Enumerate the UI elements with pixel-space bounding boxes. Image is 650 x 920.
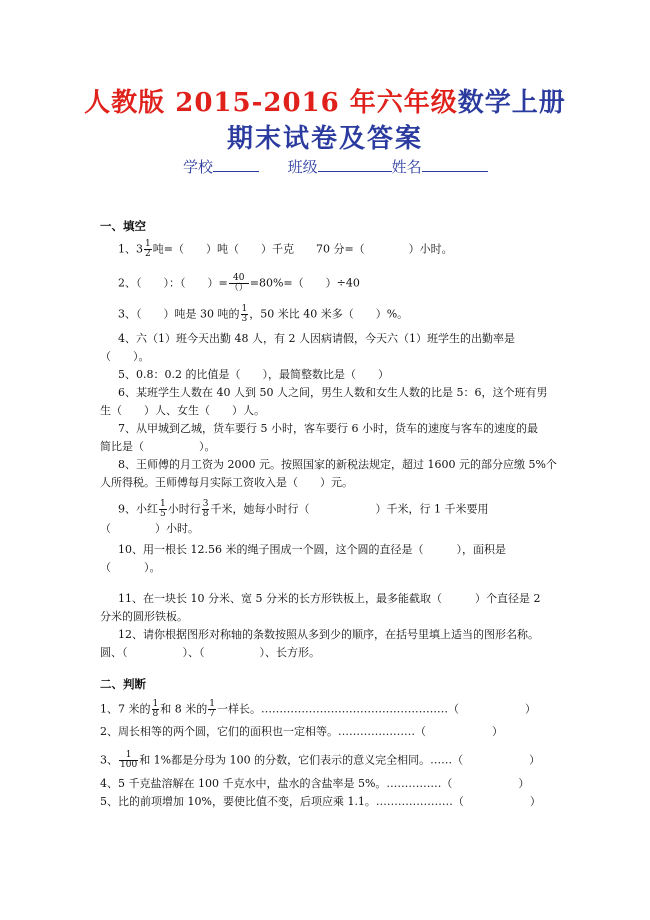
q9-frac2-num: 3 bbox=[202, 499, 209, 509]
section-judgment-heading: 二、判断 bbox=[100, 677, 146, 691]
question-4-line1: 4、六（1）班今天出勤 48 人，有 2 人因病请假，今天六（1）班学生的出勤率是 bbox=[118, 332, 515, 345]
title-subject: 数学上册 bbox=[457, 88, 566, 118]
question-5: 5、0.8：0.2 的比值是（ ），最简整数比是（ ） bbox=[118, 368, 389, 381]
q3-part-a: 3、（ ）吨是 30 吨的 bbox=[118, 307, 240, 321]
q9-part-a: 9、小红 bbox=[118, 502, 158, 516]
school-blank[interactable] bbox=[213, 157, 259, 172]
class-label: 班级 bbox=[287, 158, 318, 176]
q3-part-b: ，50 米比 40 米多（ ）%。 bbox=[249, 307, 409, 321]
question-9-line2: （ ）小时。 bbox=[100, 522, 199, 535]
j1-frac2-den: 7 bbox=[209, 709, 215, 719]
q3-frac-den: 3 bbox=[241, 314, 248, 324]
q9-part-b: 小时行 bbox=[167, 502, 201, 516]
question-4-line2: （ ）。 bbox=[100, 350, 150, 363]
question-12-line2: 圆、（ ）、（ ）、长方形。 bbox=[100, 646, 320, 659]
class-blank[interactable] bbox=[318, 157, 392, 172]
name-blank[interactable] bbox=[422, 157, 488, 172]
judgment-5: 5、比的前项增加 10%，要使比值不变，后项应乘 1.1。…………………（ ） bbox=[100, 795, 541, 808]
q9-frac2-den: 8 bbox=[202, 509, 209, 519]
title-edition-grade: 人教版 2015-2016 年六年级 bbox=[84, 88, 458, 118]
q3-frac-num: 1 bbox=[241, 304, 248, 314]
judgment-4: 4、5 千克盐溶解在 100 千克水中，盐水的含盐率是 5%。……………（ ） bbox=[100, 777, 530, 790]
q2-fraction bbox=[229, 274, 249, 293]
j3-frac-num: 1 bbox=[119, 751, 138, 761]
question-11-line2: 分米的圆形铁板。 bbox=[100, 610, 188, 623]
q1-part-b: 吨=（ ）吨（ ）千克 70 分=（ ）小时。 bbox=[152, 242, 453, 256]
question-11-line1: 11、在一块长 10 分米、宽 5 分米的长方形铁板上，最多能截取（ ）个直径是 2 bbox=[118, 592, 541, 605]
judgment-3 bbox=[100, 751, 540, 770]
q2-part-a: 2、（ ）：（ ）= bbox=[118, 276, 228, 290]
question-7-line1: 7、从甲城到乙城，货车要行 5 小时，客车要行 6 小时，货车的速度与客车的速度的最 bbox=[118, 422, 538, 435]
judgment-1 bbox=[100, 700, 536, 719]
question-1 bbox=[118, 240, 453, 259]
question-7-line2: 简比是（ ）。 bbox=[100, 440, 216, 453]
q1-fraction bbox=[144, 240, 152, 259]
question-12-line1: 12、请你根据图形对称轴的条数按照从多到少的顺序，在括号里填上适当的图形名称。 bbox=[118, 628, 539, 641]
question-3 bbox=[118, 305, 408, 324]
question-6-line1: 6、某班学生人数在 40 人到 50 人之间，男生人数和女生人数的比是 5：6，这个班有男 bbox=[118, 386, 548, 399]
j1-frac2-num: 1 bbox=[209, 699, 215, 709]
j1-frac1-num: 1 bbox=[152, 699, 159, 709]
section-fill-blank-heading: 一、填空 bbox=[100, 219, 146, 233]
j1-part-a: 1、7 米的 bbox=[100, 702, 151, 716]
q3-fraction bbox=[241, 305, 249, 324]
q9-part-c: 千米，她每小时行（ ）千米，行 1 千米要用 bbox=[210, 502, 489, 516]
q9-frac1-den: 5 bbox=[160, 509, 166, 519]
j1-part-c: 一样长。……………………………………………（ ） bbox=[216, 702, 536, 716]
j1-part-b: 和 8 米的 bbox=[160, 702, 208, 716]
j3-part-a: 3、 bbox=[100, 753, 118, 767]
question-2 bbox=[118, 274, 360, 293]
judgment-2: 2、周长相等的两个圆，它们的面积也一定相等。…………………（ ） bbox=[100, 725, 503, 738]
question-6-line2: 生（ ）人、女生（ ）人。 bbox=[100, 404, 265, 417]
j1-fraction-1 bbox=[152, 700, 160, 719]
q9-fraction-1 bbox=[159, 500, 167, 519]
j3-fraction bbox=[119, 751, 138, 770]
q2-frac-den: （） bbox=[229, 283, 248, 293]
question-9-line1 bbox=[118, 500, 488, 519]
name-label: 姓名 bbox=[391, 158, 422, 176]
j3-frac-den: 100 bbox=[120, 760, 138, 770]
question-8-line1: 8、王师傅的月工资为 2000 元。按照国家的新税法规定，超过 1600 元的部分应缴 5%个 bbox=[118, 458, 557, 471]
q9-fraction-2 bbox=[202, 500, 210, 519]
student-info-line bbox=[183, 156, 488, 177]
q1-frac-den: 2 bbox=[145, 249, 151, 259]
j1-fraction-2 bbox=[208, 700, 216, 719]
exam-title-line1 bbox=[0, 82, 650, 119]
q2-part-b: =80%=（ ）÷40 bbox=[249, 276, 360, 290]
question-10-line1: 10、用一根长 12.56 米的绳子围成一个圆，这个圆的直径是（ ），面积是 bbox=[118, 543, 506, 556]
q1-frac-num: 1 bbox=[145, 239, 151, 249]
j1-frac1-den: 8 bbox=[152, 709, 159, 719]
exam-title-line2: 期末试卷及答案 bbox=[226, 124, 423, 154]
school-label: 学校 bbox=[183, 158, 214, 176]
question-10-line2: （ ）。 bbox=[100, 561, 161, 574]
q1-part-a: 1、3 bbox=[118, 242, 143, 256]
q2-frac-num: 40 bbox=[229, 274, 249, 284]
q9-frac1-num: 1 bbox=[160, 499, 166, 509]
question-8-line2: 人所得税。王师傅每月实际工资收入是（ ）元。 bbox=[100, 476, 353, 489]
j3-part-b: 和 1%都是分母为 100 的分数，它们表示的意义完全相同。……（ ） bbox=[139, 753, 541, 767]
